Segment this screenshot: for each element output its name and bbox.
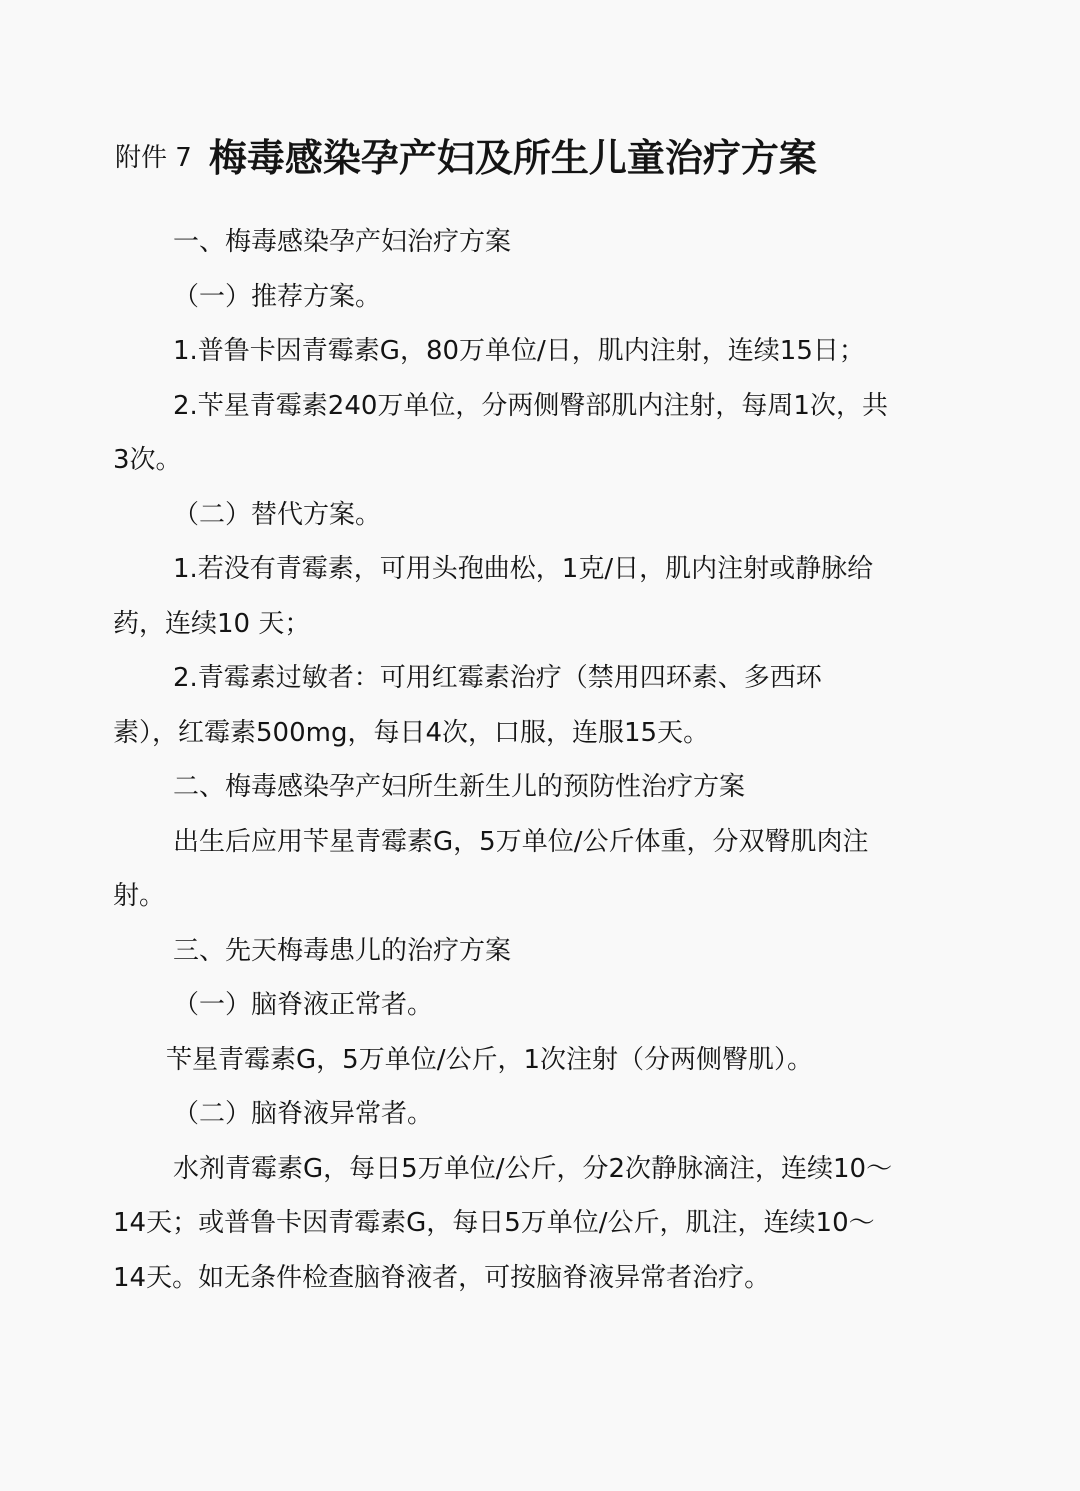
text-line: 3次。 — [113, 445, 182, 475]
text-line: 出生后应用苄星青霉素G，5万单位/公斤体重，分双臀肌肉注 — [173, 826, 869, 857]
text-line: 水剂青霉素G，每日5万单位/公斤，分2次静脉滴注，连续10～ — [173, 1153, 893, 1184]
text-line: 射。 — [113, 881, 166, 911]
text-line: （二）替代方案。 — [173, 499, 382, 530]
document-title: 梅毒感染孕产妇及所生儿童治疗方案 — [208, 136, 817, 180]
text-line: 一、梅毒感染孕产妇治疗方案 — [173, 227, 512, 257]
text-line: 三、先天梅毒患儿的治疗方案 — [173, 935, 512, 966]
text-line: 二、梅毒感染孕产妇所生新生儿的预防性治疗方案 — [173, 772, 746, 802]
text-line: （二）脑脊液异常者。 — [173, 1099, 434, 1129]
attachment-label: 附件 7 — [115, 143, 192, 173]
text-line: （一）脑脊液正常者。 — [173, 990, 434, 1020]
text-line: 素），红霉素500mg，每日4次，口服，连服15天。 — [113, 717, 710, 748]
text-line: （一）推荐方案。 — [173, 281, 382, 312]
text-line: 1.普鲁卡因青霉素G，80万单位/日，肌内注射，连续15日； — [173, 336, 865, 366]
text-line: 2.青霉素过敏者：可用红霉素治疗（禁用四环素、多西环 — [173, 663, 822, 693]
text-line: 14天；或普鲁卡因青霉素G，每日5万单位/公斤，肌注，连续10～ — [113, 1208, 875, 1238]
text-line: 14天。如无条件检查脑脊液者，可按脑脊液异常者治疗。 — [113, 1262, 771, 1293]
text-line: 2.苄星青霉素240万单位，分两侧臀部肌内注射，每周1次，共 — [173, 390, 888, 421]
document-body — [113, 215, 963, 1305]
title-row — [115, 128, 1015, 188]
text-line: 1.若没有青霉素，可用头孢曲松，1克/日，肌内注射或静脉给 — [173, 554, 874, 584]
text-line: 药，连续10 天； — [113, 608, 311, 639]
text-line: 苄星青霉素G，5万单位/公斤，1次注射（分两侧臀肌）。 — [166, 1044, 813, 1075]
